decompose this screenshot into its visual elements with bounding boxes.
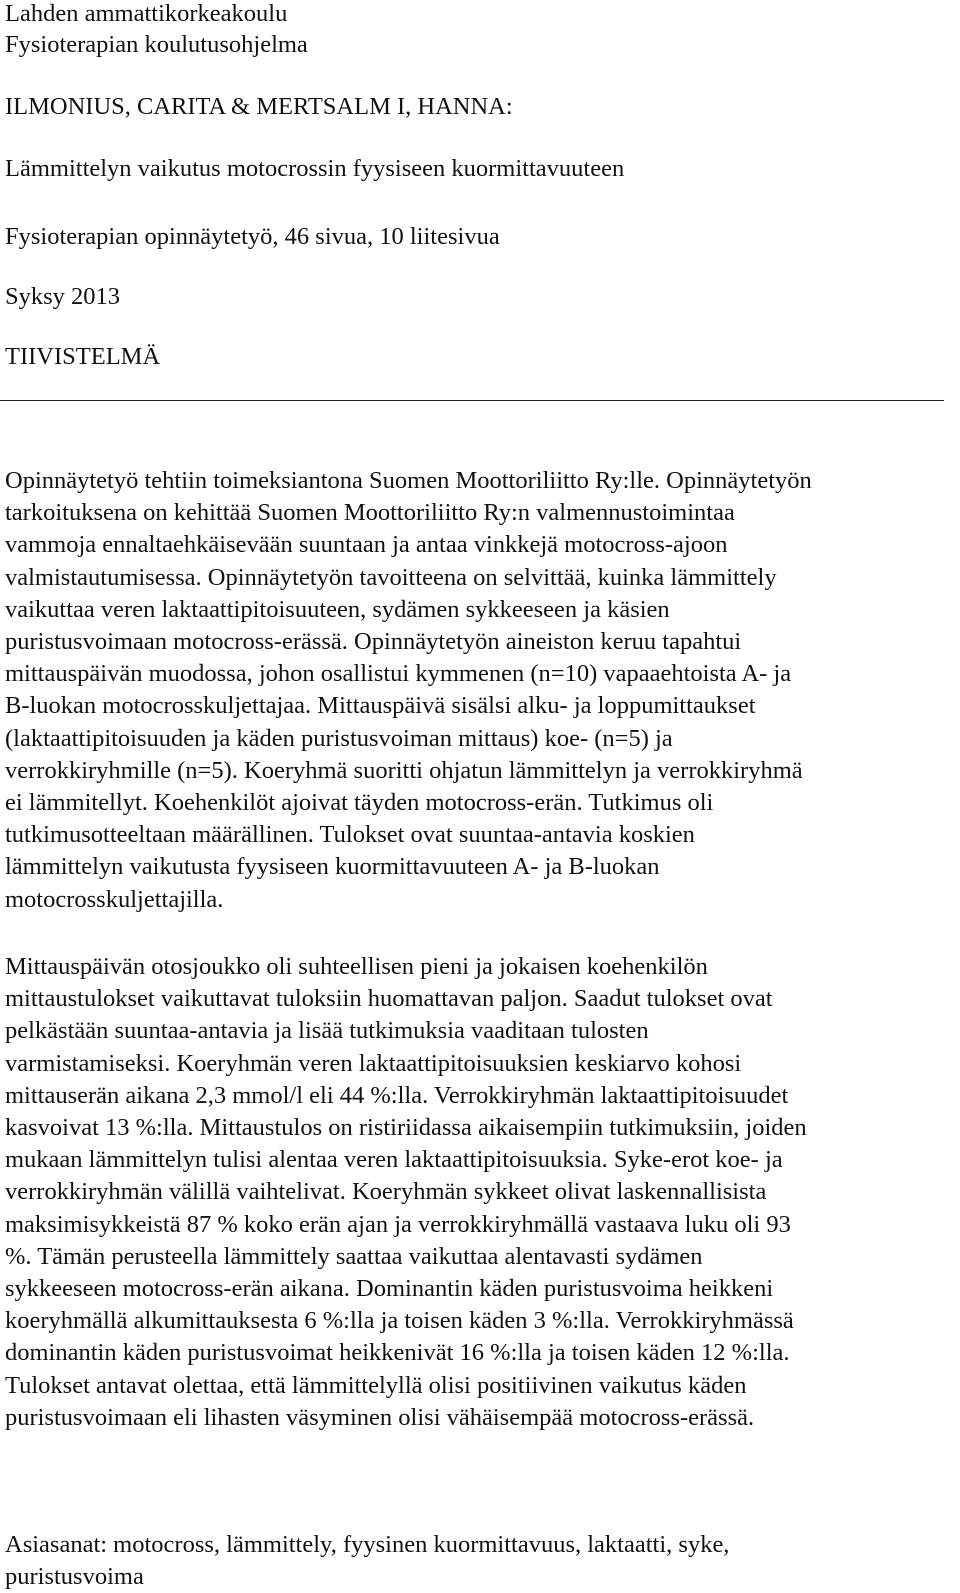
- keywords-line: puristusvoima: [5, 1563, 144, 1591]
- keywords-line: Asiasanat: motocross, lämmittely, fyysinen kuormittavuus, laktaatti, syke,: [5, 1531, 730, 1558]
- paragraph-line: ei lämmitellyt. Koehenkilöt ajoivat täyden motocross-erän. Tutkimus oli: [5, 789, 714, 817]
- paragraph-line: (laktaattipitoisuuden ja käden puristusvoiman mittaus) koe- (n=5) ja: [5, 724, 673, 752]
- abstract-paragraph-2: [5, 951, 945, 1434]
- programme-name: Fysioterapian koulutusohjelma: [5, 31, 308, 58]
- paragraph-line: koeryhmällä alkumittauksesta 6 %:lla ja toisen käden 3 %:lla. Verrokkiryhmässä: [5, 1307, 794, 1335]
- paragraph-line: verrokkiryhmän välillä vaihtelivat. Koeryhmän sykkeet olivat laskennallisista: [5, 1178, 767, 1206]
- authors-line: ILMONIUS, CARITA & MERTSALM I, HANNA:: [5, 93, 513, 120]
- institution-name: Lahden ammattikorkeakoulu: [5, 0, 288, 27]
- keywords-paragraph: [5, 1529, 945, 1593]
- paragraph-line: tarkoituksena on kehittää Suomen Moottoriliitto Ry:n valmennustoimintaa: [5, 499, 735, 527]
- paragraph-line: valmistautumisessa. Opinnäytetyön tavoitteena on selvittää, kuinka lämmittely: [5, 563, 777, 591]
- paragraph-line: Opinnäytetyö tehtiin toimeksiantona Suomen Moottoriliitto Ry:lle. Opinnäytetyön: [5, 467, 812, 494]
- paragraph-line: puristusvoimaan eli lihasten väsyminen olisi vähäisempää motocross-erässä.: [5, 1403, 755, 1431]
- paragraph-line: vammoja ennaltaehkäisevään suuntaan ja antaa vinkkejä motocross-ajoon: [5, 531, 728, 559]
- paragraph-line: sykkeeseen motocross-erän aikana. Dominantin käden puristusvoima heikkeni: [5, 1275, 774, 1303]
- thesis-title: Lämmittelyn vaikutus motocrossin fyysiseen kuormittavuuteen: [5, 155, 625, 182]
- paragraph-line: mittauserän aikana 2,3 mmol/l eli 44 %:lla. Verrokkiryhmän laktaattipitoisuudet: [5, 1081, 789, 1109]
- paragraph-line: %. Tämän perusteella lämmittely saattaa vaikuttaa alentavasti sydämen: [5, 1242, 703, 1270]
- paragraph-line: kasvoivat 13 %:lla. Mittaustulos on ristiriidassa aikaisempiin tutkimuksiin, joiden: [5, 1114, 807, 1142]
- thesis-info: Fysioterapian opinnäytetyö, 46 sivua, 10 liitesivua: [5, 223, 500, 250]
- paragraph-line: tutkimusotteeltaan määrällinen. Tulokset ovat suuntaa-antavia koskien: [5, 821, 695, 849]
- paragraph-line: vaikuttaa veren laktaattipitoisuuteen, sydämen sykkeeseen ja käsien: [5, 595, 670, 623]
- paragraph-line: mittaustulokset vaikuttavat tuloksiin huomattavan paljon. Saadut tulokset ovat: [5, 985, 773, 1013]
- paragraph-line: puristusvoimaan motocross-erässä. Opinnäytetyön aineiston keruu tapahtui: [5, 628, 742, 656]
- paragraph-line: varmistamiseksi. Koeryhmän veren laktaattipitoisuuksien keskiarvo kohosi: [5, 1049, 742, 1077]
- paragraph-line: motocrosskuljettajilla.: [5, 885, 224, 913]
- paragraph-line: Mittauspäivän otosjoukko oli suhteellisen pieni ja jokaisen koehenkilön: [5, 953, 708, 980]
- paragraph-line: Tulokset antavat olettaa, että lämmittelyllä olisi positiivinen vaikutus käden: [5, 1371, 747, 1399]
- paragraph-line: maksimisykkeistä 87 % koko erän ajan ja verrokkiryhmällä vastaava luku oli 93: [5, 1210, 791, 1238]
- section-heading: TIIVISTELMÄ: [5, 343, 161, 370]
- paragraph-line: mukaan lämmittelyn tulisi alentaa veren laktaattipitoisuuksia. Syke-erot koe- ja: [5, 1146, 783, 1174]
- paragraph-line: verrokkiryhmille (n=5). Koeryhmä suoritti ohjatun lämmittelyn ja verrokkiryhmä: [5, 756, 803, 784]
- paragraph-line: pelkästään suuntaa-antavia ja lisää tutkimuksia vaaditaan tulosten: [5, 1017, 649, 1045]
- paragraph-line: mittauspäivän muodossa, johon osallistui kymmenen (n=10) vapaaehtoista A- ja: [5, 660, 792, 688]
- term-line: Syksy 2013: [5, 283, 121, 310]
- paragraph-line: dominantin käden puristusvoimat heikkenivät 16 %:lla ja toisen käden 12 %:lla.: [5, 1339, 790, 1367]
- horizontal-divider: [0, 400, 944, 401]
- abstract-paragraph-1: [5, 465, 945, 916]
- paragraph-line: B-luokan motocrosskuljettajaa. Mittauspäivä sisälsi alku- ja loppumittaukset: [5, 692, 756, 720]
- paragraph-line: lämmittelyn vaikutusta fyysiseen kuormittavuuteen A- ja B-luokan: [5, 853, 660, 881]
